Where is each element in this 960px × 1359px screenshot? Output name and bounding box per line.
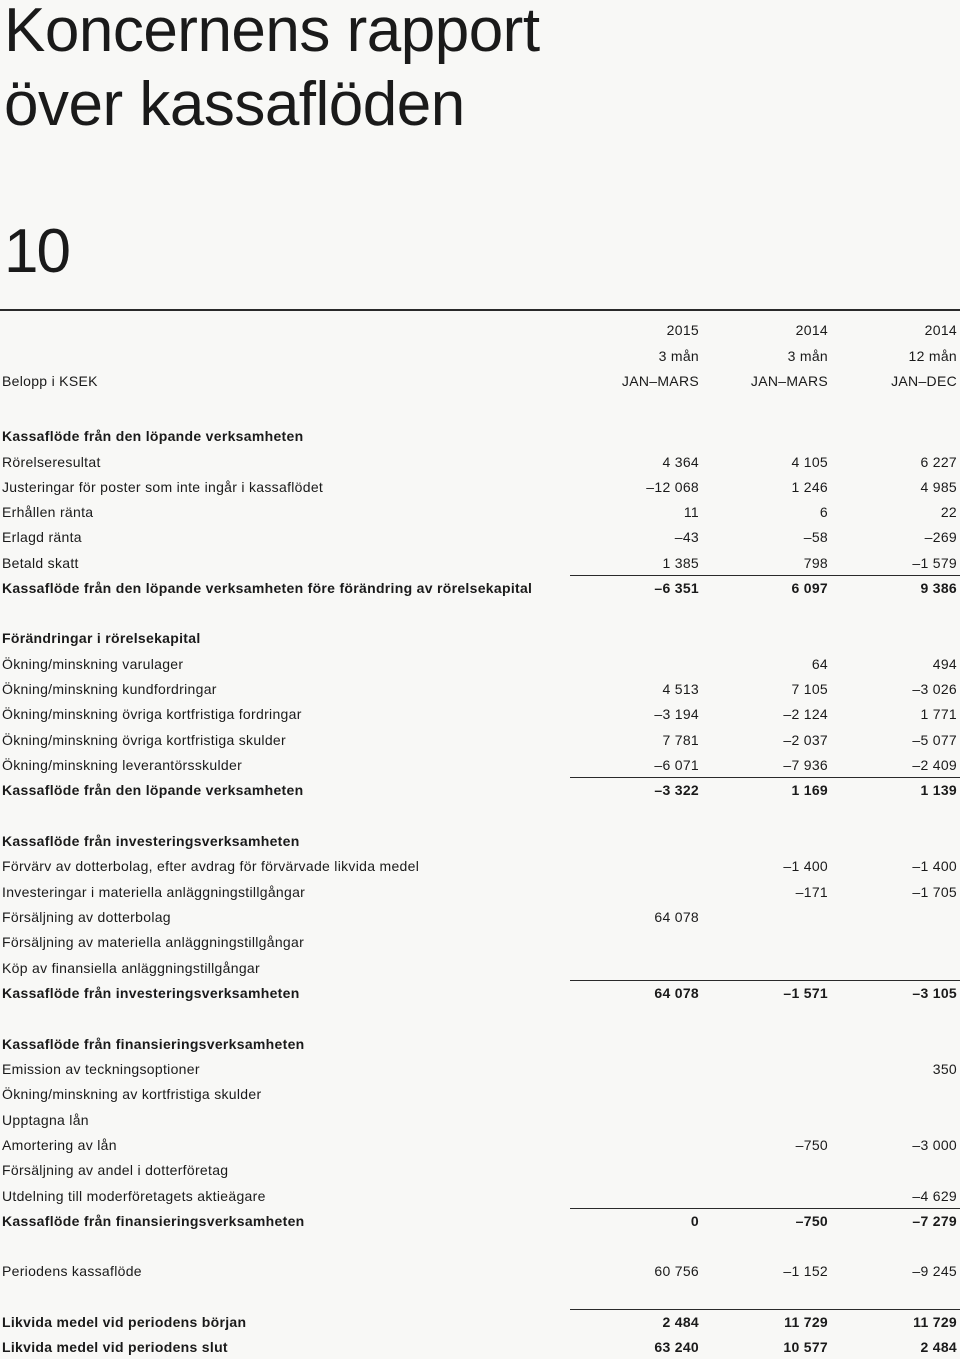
row-label: Förvärv av dotterbolag, efter avdrag för förvärvade likvida medel bbox=[2, 858, 420, 874]
row-value: –1 571 bbox=[783, 985, 828, 1001]
column-period: JAN–MARS bbox=[621, 373, 699, 389]
row-label: Kassaflöde från finansieringsverksamheten bbox=[2, 1213, 305, 1229]
row-value: 11 729 bbox=[913, 1314, 957, 1330]
row-value: –3 000 bbox=[912, 1137, 957, 1153]
table-row-heading bbox=[0, 626, 960, 650]
row-label: Ökning/minskning varulager bbox=[2, 656, 184, 672]
row-label: Försäljning av materiella anläggningstillgångar bbox=[2, 934, 305, 950]
row-label: Försäljning av dotterbolag bbox=[2, 909, 171, 925]
row-value: –58 bbox=[803, 529, 828, 545]
row-value: –6 351 bbox=[654, 580, 699, 596]
row-value: 494 bbox=[932, 656, 957, 672]
table-row-heading bbox=[0, 829, 960, 853]
row-value: –5 077 bbox=[912, 732, 957, 748]
row-value: –750 bbox=[795, 1213, 828, 1229]
row-label: Kassaflöde från den löpande verksamheten före förändring av rörelsekapital bbox=[2, 580, 533, 596]
title-line-1: Koncernens rapport bbox=[4, 0, 540, 65]
header-divider bbox=[0, 309, 960, 311]
row-value: 22 bbox=[940, 504, 957, 520]
row-value: –2 124 bbox=[783, 706, 828, 722]
row-value: –3 322 bbox=[654, 782, 699, 798]
row-value: –1 152 bbox=[783, 1263, 828, 1279]
column-period: JAN–DEC bbox=[891, 373, 957, 389]
table-row bbox=[0, 728, 960, 752]
table-row bbox=[0, 551, 960, 575]
row-value: –1 579 bbox=[912, 555, 957, 571]
row-label: Köp av finansiella anläggningstillgångar bbox=[2, 960, 260, 976]
row-label: Förändringar i rörelsekapital bbox=[2, 630, 201, 646]
row-value: 6 bbox=[819, 504, 828, 520]
row-value: 1 246 bbox=[791, 479, 828, 495]
row-value: 1 169 bbox=[791, 782, 828, 798]
row-value: –3 026 bbox=[912, 681, 957, 697]
header-row-year bbox=[0, 318, 960, 342]
row-value: 11 bbox=[683, 504, 699, 520]
table-row-heading bbox=[0, 778, 960, 802]
table-row-heading bbox=[0, 424, 960, 448]
title-line-2: över kassaflöden bbox=[4, 70, 465, 139]
row-value: –4 629 bbox=[912, 1188, 957, 1204]
row-value: –12 068 bbox=[646, 479, 699, 495]
page-number: 10 bbox=[4, 217, 69, 286]
row-value: 4 105 bbox=[791, 454, 828, 470]
row-label: Ökning/minskning av kortfristiga skulder bbox=[2, 1086, 262, 1102]
row-label: Rörelseresultat bbox=[2, 454, 101, 470]
column-year: 2015 bbox=[666, 322, 699, 338]
table-row bbox=[0, 1108, 960, 1132]
row-value: –3 105 bbox=[912, 985, 957, 1001]
row-label: Ökning/minskning kundfordringar bbox=[2, 681, 217, 697]
row-value: –2 409 bbox=[912, 757, 957, 773]
row-label: Kassaflöde från finansieringsverksamheten bbox=[2, 1036, 305, 1052]
row-value: 64 bbox=[811, 656, 828, 672]
header-row-months bbox=[0, 344, 960, 368]
column-months: 3 mån bbox=[658, 348, 699, 364]
row-label: Periodens kassaflöde bbox=[2, 1263, 142, 1279]
row-value: 64 078 bbox=[654, 909, 699, 925]
table-row bbox=[0, 1057, 960, 1081]
table-row bbox=[0, 652, 960, 676]
table-row bbox=[0, 880, 960, 904]
row-value: –7 936 bbox=[783, 757, 828, 773]
row-value: –43 bbox=[674, 529, 699, 545]
table-row bbox=[0, 525, 960, 549]
row-value: 4 364 bbox=[662, 454, 699, 470]
unit-label: Belopp i KSEK bbox=[2, 373, 98, 389]
row-value: 4 513 bbox=[662, 681, 699, 697]
row-value: 63 240 bbox=[654, 1339, 699, 1355]
row-label: Försäljning av andel i dotterföretag bbox=[2, 1162, 229, 1178]
table-row bbox=[0, 905, 960, 929]
table-row-heading bbox=[0, 1209, 960, 1233]
column-year: 2014 bbox=[795, 322, 828, 338]
row-value: 350 bbox=[932, 1061, 957, 1077]
row-label: Kassaflöde från den löpande verksamheten bbox=[2, 782, 304, 798]
row-label: Justeringar för poster som inte ingår i kassaflödet bbox=[2, 479, 324, 495]
row-value: –1 400 bbox=[912, 858, 957, 874]
row-label: Kassaflöde från investeringsverksamheten bbox=[2, 985, 300, 1001]
row-value: 1 771 bbox=[920, 706, 957, 722]
table-row bbox=[0, 854, 960, 878]
row-value: –3 194 bbox=[654, 706, 699, 722]
row-label: Upptagna lån bbox=[2, 1112, 89, 1128]
table-row bbox=[0, 930, 960, 954]
column-year: 2014 bbox=[924, 322, 957, 338]
row-value: 0 bbox=[690, 1213, 699, 1229]
row-value: –750 bbox=[795, 1137, 828, 1153]
table-row bbox=[0, 1259, 960, 1283]
row-value: –1 400 bbox=[783, 858, 828, 874]
row-value: –2 037 bbox=[783, 732, 828, 748]
row-value: 9 386 bbox=[920, 580, 957, 596]
row-label: Ökning/minskning övriga kortfristiga skulder bbox=[2, 732, 286, 748]
row-value: 4 985 bbox=[920, 479, 957, 495]
row-label: Betald skatt bbox=[2, 555, 79, 571]
table-row bbox=[0, 475, 960, 499]
row-label: Likvida medel vid periodens slut bbox=[2, 1339, 228, 1355]
table-row bbox=[0, 450, 960, 474]
row-label: Erlagd ränta bbox=[2, 529, 82, 545]
table-row bbox=[0, 677, 960, 701]
table-row bbox=[0, 500, 960, 524]
table-row bbox=[0, 956, 960, 980]
table-row-heading bbox=[0, 981, 960, 1005]
row-value: 1 385 bbox=[662, 555, 699, 571]
table-row bbox=[0, 702, 960, 726]
row-value: 7 105 bbox=[791, 681, 828, 697]
row-value: 11 729 bbox=[784, 1314, 828, 1330]
table-row-heading bbox=[0, 1032, 960, 1056]
row-label: Erhållen ränta bbox=[2, 504, 94, 520]
table-row bbox=[0, 753, 960, 777]
row-label: Utdelning till moderföretagets aktieägare bbox=[2, 1188, 266, 1204]
row-value: 6 227 bbox=[920, 454, 957, 470]
column-months: 12 mån bbox=[908, 348, 957, 364]
row-label: Kassaflöde från investeringsverksamheten bbox=[2, 833, 300, 849]
table-row-heading bbox=[0, 1335, 960, 1359]
table-row bbox=[0, 1082, 960, 1106]
row-label: Amortering av lån bbox=[2, 1137, 117, 1153]
row-value: –7 279 bbox=[912, 1213, 957, 1229]
row-value: 6 097 bbox=[791, 580, 828, 596]
row-label: Ökning/minskning leverantörsskulder bbox=[2, 757, 243, 773]
row-value: 64 078 bbox=[654, 985, 699, 1001]
row-label: Investeringar i materiella anläggningstillgångar bbox=[2, 884, 306, 900]
row-value: –1 705 bbox=[912, 884, 957, 900]
row-label: Kassaflöde från den löpande verksamheten bbox=[2, 428, 304, 444]
table-row bbox=[0, 1184, 960, 1208]
column-period: JAN–MARS bbox=[750, 373, 828, 389]
row-value: –9 245 bbox=[912, 1263, 957, 1279]
table-row-heading bbox=[0, 1310, 960, 1334]
table-row bbox=[0, 1158, 960, 1182]
row-label: Likvida medel vid periodens början bbox=[2, 1314, 247, 1330]
row-label: Emission av teckningsoptioner bbox=[2, 1061, 200, 1077]
header-row-period bbox=[0, 369, 960, 393]
table-row bbox=[0, 1133, 960, 1157]
row-value: 10 577 bbox=[783, 1339, 828, 1355]
row-value: –171 bbox=[795, 884, 828, 900]
row-value: –269 bbox=[924, 529, 957, 545]
table-row-heading bbox=[0, 576, 960, 600]
row-value: 2 484 bbox=[662, 1314, 699, 1330]
row-label: Ökning/minskning övriga kortfristiga fordringar bbox=[2, 706, 302, 722]
row-value: –6 071 bbox=[654, 757, 699, 773]
page-title bbox=[4, 0, 540, 142]
row-value: 1 139 bbox=[920, 782, 957, 798]
row-value: 60 756 bbox=[654, 1263, 699, 1279]
row-value: 798 bbox=[803, 555, 828, 571]
column-months: 3 mån bbox=[787, 348, 828, 364]
row-value: 2 484 bbox=[920, 1339, 957, 1355]
row-value: 7 781 bbox=[662, 732, 699, 748]
